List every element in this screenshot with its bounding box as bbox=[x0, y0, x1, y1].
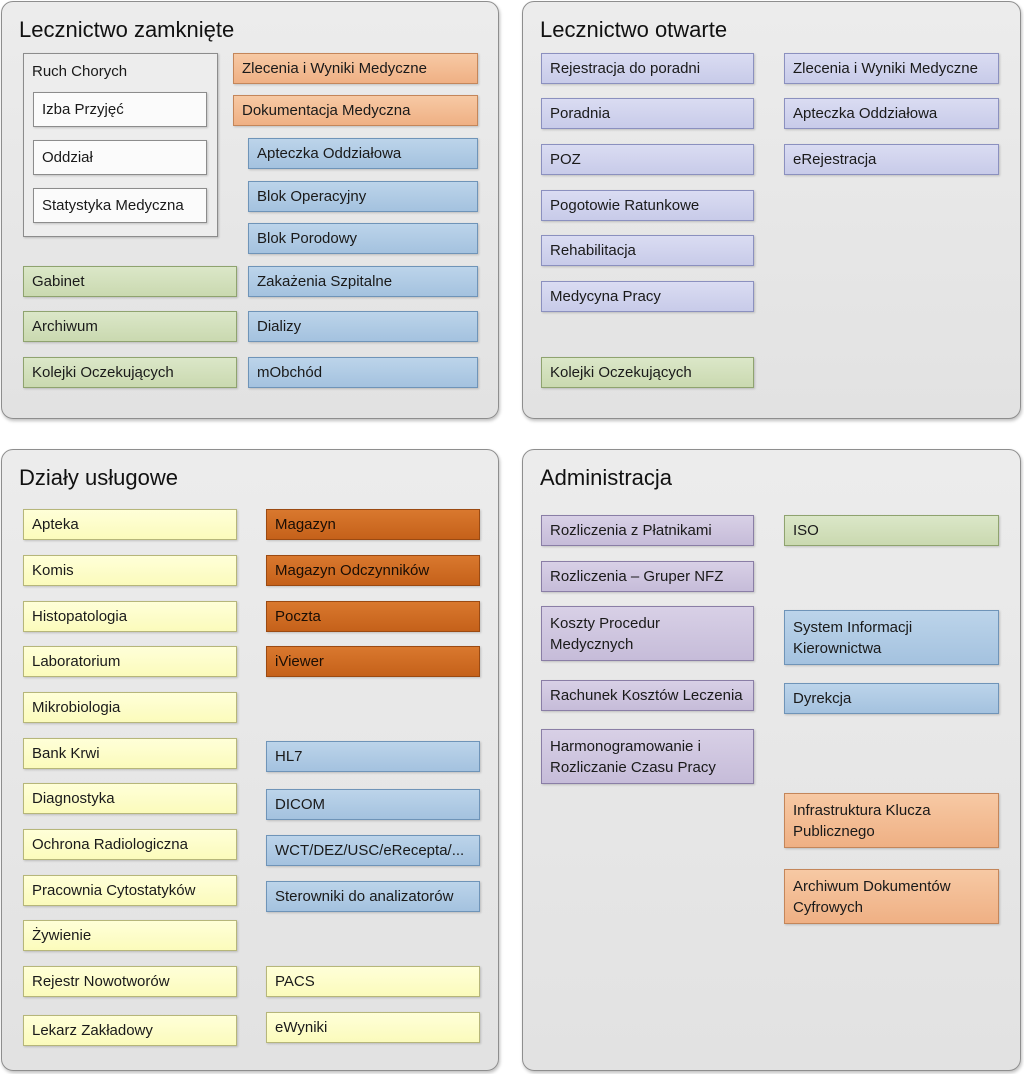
module-archiwum[interactable]: Archiwum bbox=[23, 311, 237, 342]
module-bank-krwi[interactable]: Bank Krwi bbox=[23, 738, 237, 769]
module-iviewer[interactable]: iViewer bbox=[266, 646, 480, 677]
module-magazyn-odczynnikow[interactable]: Magazyn Odczynników bbox=[266, 555, 480, 586]
module-rejestr-nowotworow[interactable]: Rejestr Nowotworów bbox=[23, 966, 237, 997]
module-magazyn[interactable]: Magazyn bbox=[266, 509, 480, 540]
module-wct-dez-usc-erecepta[interactable]: WCT/DEZ/USC/eRecepta/... bbox=[266, 835, 480, 866]
module-rozliczenia-gruper-nfz[interactable]: Rozliczenia – Gruper NFZ bbox=[541, 561, 754, 592]
module-zlecenia-i-wyniki[interactable]: Zlecenia i Wyniki Medyczne bbox=[233, 53, 478, 84]
module-dokumentacja-medyczna[interactable]: Dokumentacja Medyczna bbox=[233, 95, 478, 126]
module-iso[interactable]: ISO bbox=[784, 515, 999, 546]
module-mikrobiologia[interactable]: Mikrobiologia bbox=[23, 692, 237, 723]
module-dyrekcja[interactable]: Dyrekcja bbox=[784, 683, 999, 714]
module-medycyna-pracy[interactable]: Medycyna Pracy bbox=[541, 281, 754, 312]
module-statystyka-medyczna[interactable]: Statystyka Medyczna bbox=[33, 188, 207, 223]
module-zlecenia-i-wyniki[interactable]: Zlecenia i Wyniki Medyczne bbox=[784, 53, 999, 84]
module-poradnia[interactable]: Poradnia bbox=[541, 98, 754, 129]
module-rejestracja-do-poradni[interactable]: Rejestracja do poradni bbox=[541, 53, 754, 84]
module-apteczka-oddzialowa[interactable]: Apteczka Oddziałowa bbox=[248, 138, 478, 169]
module-kolejki-oczekujacych[interactable]: Kolejki Oczekujących bbox=[23, 357, 237, 388]
module-erejestracja[interactable]: eRejestracja bbox=[784, 144, 999, 175]
module-koszty-procedur-medycznych[interactable]: Koszty Procedur Medycznych bbox=[541, 606, 754, 661]
module-rozliczenia-z-platnikami[interactable]: Rozliczenia z Płatnikami bbox=[541, 515, 754, 546]
module-pacs[interactable]: PACS bbox=[266, 966, 480, 997]
module-komis[interactable]: Komis bbox=[23, 555, 237, 586]
module-zywienie[interactable]: Żywienie bbox=[23, 920, 237, 951]
module-dializy[interactable]: Dializy bbox=[248, 311, 478, 342]
module-archiwum-dokumentow-cyfrowych[interactable]: Archiwum Dokumentów Cyfrowych bbox=[784, 869, 999, 924]
module-izba-przyjec[interactable]: Izba Przyjęć bbox=[33, 92, 207, 127]
module-harmonogramowanie[interactable]: Harmonogramowanie i Rozliczanie Czasu Pracy bbox=[541, 729, 754, 784]
module-sterowniki-do-analizatorow[interactable]: Sterowniki do analizatorów bbox=[266, 881, 480, 912]
module-pracownia-cytostatykow[interactable]: Pracownia Cytostatyków bbox=[23, 875, 237, 906]
module-hl7[interactable]: HL7 bbox=[266, 741, 480, 772]
group-title: Ruch Chorych bbox=[32, 63, 128, 80]
module-poz[interactable]: POZ bbox=[541, 144, 754, 175]
module-apteczka-oddzialowa[interactable]: Apteczka Oddziałowa bbox=[784, 98, 999, 129]
module-system-informacji-kierownictwa[interactable]: System Informacji Kierownictwa bbox=[784, 610, 999, 665]
module-zakazenia-szpitalne[interactable]: Zakażenia Szpitalne bbox=[248, 266, 478, 297]
module-apteka[interactable]: Apteka bbox=[23, 509, 237, 540]
module-gabinet[interactable]: Gabinet bbox=[23, 266, 237, 297]
panel-title: Administracja bbox=[540, 465, 673, 490]
module-mobchod[interactable]: mObchód bbox=[248, 357, 478, 388]
module-dicom[interactable]: DICOM bbox=[266, 789, 480, 820]
module-oddzial[interactable]: Oddział bbox=[33, 140, 207, 175]
module-rehabilitacja[interactable]: Rehabilitacja bbox=[541, 235, 754, 266]
module-poczta[interactable]: Poczta bbox=[266, 601, 480, 632]
module-infrastruktura-klucza-publicznego[interactable]: Infrastruktura Klucza Publicznego bbox=[784, 793, 999, 848]
module-laboratorium[interactable]: Laboratorium bbox=[23, 646, 237, 677]
module-rachunek-kosztow-leczenia[interactable]: Rachunek Kosztów Leczenia bbox=[541, 680, 754, 711]
panel-title: Lecznictwo zamknięte bbox=[19, 17, 235, 42]
module-lekarz-zakladowy[interactable]: Lekarz Zakładowy bbox=[23, 1015, 237, 1046]
module-diagnostyka[interactable]: Diagnostyka bbox=[23, 783, 237, 814]
module-histopatologia[interactable]: Histopatologia bbox=[23, 601, 237, 632]
module-ochrona-radiologiczna[interactable]: Ochrona Radiologiczna bbox=[23, 829, 237, 860]
module-kolejki-oczekujacych[interactable]: Kolejki Oczekujących bbox=[541, 357, 754, 388]
module-blok-porodowy[interactable]: Blok Porodowy bbox=[248, 223, 478, 254]
panel-title: Działy usługowe bbox=[19, 465, 178, 490]
module-ewyniki[interactable]: eWyniki bbox=[266, 1012, 480, 1043]
panel-title: Lecznictwo otwarte bbox=[540, 17, 728, 42]
module-blok-operacyjny[interactable]: Blok Operacyjny bbox=[248, 181, 478, 212]
module-pogotowie-ratunkowe[interactable]: Pogotowie Ratunkowe bbox=[541, 190, 754, 221]
